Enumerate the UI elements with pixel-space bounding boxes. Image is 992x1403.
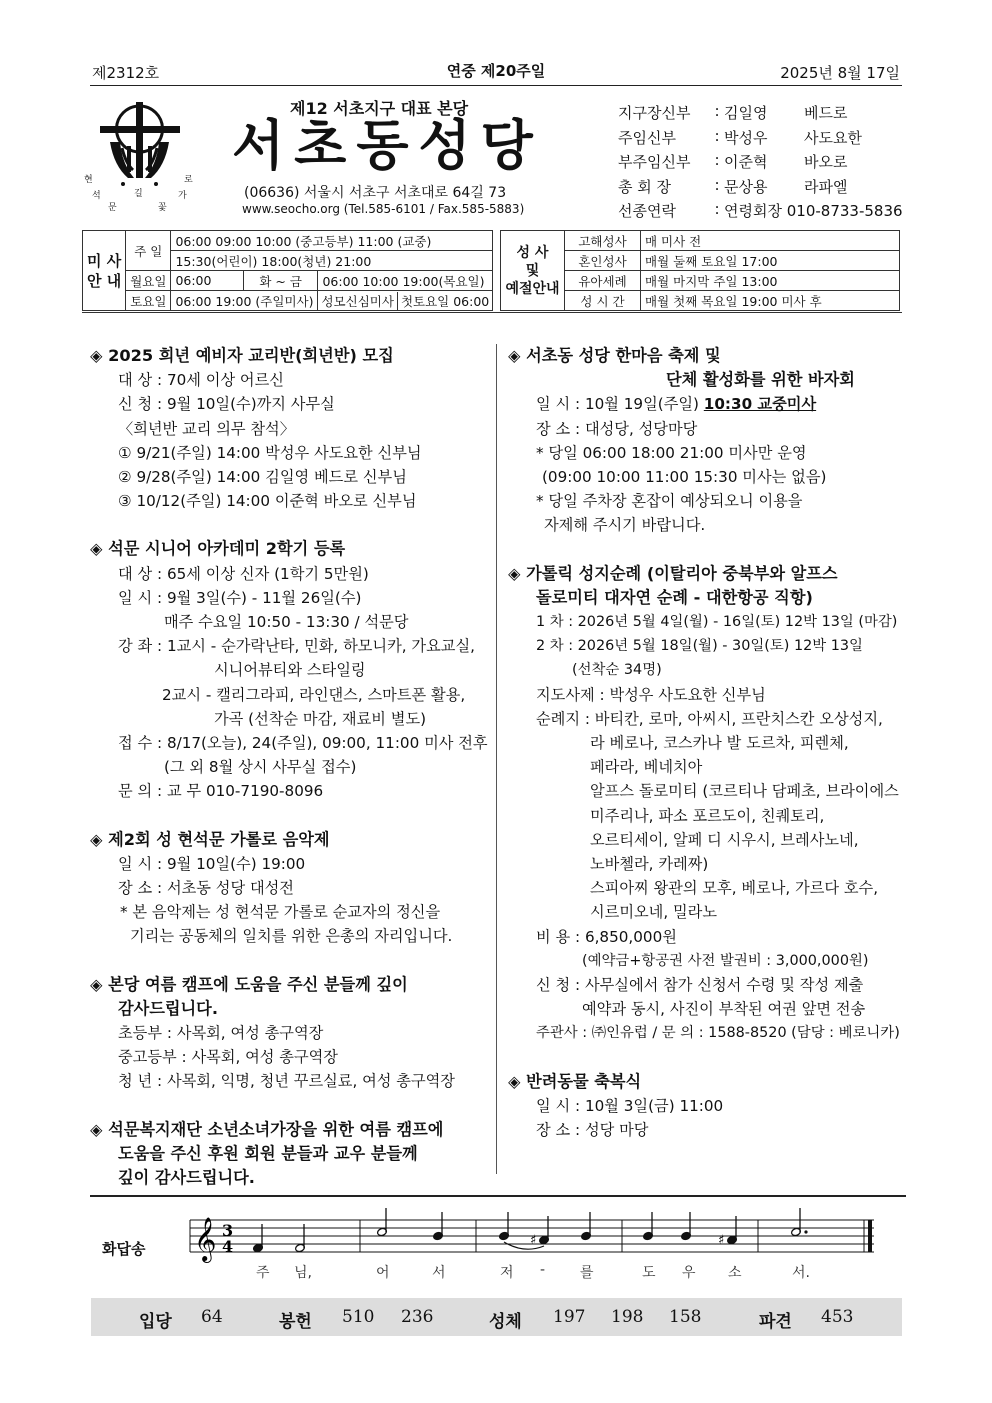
section-line: (09:00 10:00 11:00 15:30 미사는 없음) [542, 468, 827, 487]
section-title-cont: 감사드립니다. [118, 998, 218, 1018]
section-line: 매주 수요일 10:50 - 13:30 / 석문당 [164, 613, 409, 632]
parish-address: (06636) 서울시 서초구 서초대로 64길 73 [244, 185, 507, 201]
section-title-cont: 깊이 감사드립니다. [118, 1168, 255, 1188]
section-title-cont: 돌로미티 대자연 순례 - 대한항공 직항) [536, 587, 813, 607]
sharp-icon: ♯ [530, 1233, 537, 1248]
section-line: 일 시 : 10월 3일(금) 11:00 [536, 1096, 724, 1115]
marian-mass: 성모신심미사 [318, 292, 397, 310]
staff-name: 문상용 [724, 177, 768, 196]
section-line: 오르티세이, 알페 디 시우시, 브레사노네, [590, 830, 859, 849]
staff-role: 부주임신부 [618, 153, 691, 171]
tuefri-label: 화 ~ 금 [243, 271, 318, 291]
section-line: 가곡 (선착순 마감, 재료비 별도) [214, 709, 427, 728]
dismissal-hymn: 453 [821, 1307, 854, 1327]
mass-schedule-table [82, 230, 493, 311]
offertory-hymn: 236 [401, 1307, 434, 1327]
logo-char: 길 [134, 189, 143, 199]
section-line: ③ 10/12(주일) 14:00 이준혁 바오로 신부님 [118, 492, 417, 511]
parish-subtitle: 제12 서초지구 대표 본당 [290, 99, 469, 118]
right-column [508, 344, 904, 1142]
diamond-bullet-icon: ◈ [508, 563, 521, 583]
section-line: (예약금+항공권 사전 발권비 : 3,000,000원) [582, 952, 869, 969]
section-line: (그 외 8월 상시 사무실 접수) [164, 758, 357, 777]
sacrament-time: 매월 둘째 토요일 17:00 [641, 251, 900, 271]
section-line: 일 시 : 9월 10일(수) 19:00 [118, 854, 306, 873]
diamond-bullet-icon: ◈ [90, 346, 103, 365]
section-title: ◈ 제2회 성 현석문 가롤로 음악제 [90, 829, 330, 849]
section-line: 대 상 : 65세 이상 신자 (1학기 5만원) [118, 564, 369, 583]
lyric-syllable: 서. [792, 1265, 810, 1281]
diamond-bullet-icon: ◈ [508, 346, 521, 365]
sacrament-time: 매월 첫째 목요일 19:00 미사 후 [641, 291, 900, 311]
left-column [90, 344, 490, 1190]
staff-role: 총 회 장 [618, 177, 672, 196]
lyric-syllable: 주 [256, 1265, 270, 1281]
footer-rule [90, 1195, 906, 1197]
staff-saint-name: 사도요한 [804, 128, 862, 147]
staff-row: 총 회 장 : 문상용 라파엘 [618, 176, 908, 201]
section-line: * 당일 06:00 18:00 21:00 미사만 운영 [536, 443, 807, 462]
staff-name: 박성우 [724, 128, 768, 147]
sacrament-name: 고해성사 [565, 231, 641, 251]
sacrament-time: 매월 마지막 주일 13:00 [641, 271, 900, 291]
monday-times: 06:00 [171, 271, 243, 291]
section-line: 일 시 : 9월 3일(수) - 11월 26일(수) [118, 588, 362, 607]
logo-char: 꽃 [158, 203, 167, 213]
liturgical-week: 연중 제20주일 [446, 62, 546, 80]
parish-logo [86, 96, 194, 214]
section-line: 신 청 : 사무실에서 참가 신청서 수령 및 작성 제출 [536, 976, 864, 995]
issue-date: 2025년 8월 17일 [780, 64, 900, 82]
section-line: 라 베로나, 코스카나 발 도르차, 피렌체, [590, 734, 849, 753]
sacrament-name: 혼인성사 [565, 251, 641, 271]
section-title: ◈ 석문 시니어 아카데미 2학기 등록 [90, 539, 346, 559]
lyric-syllable: 우 [682, 1265, 696, 1281]
staff-list [618, 102, 908, 225]
logo-char: 가 [178, 191, 187, 201]
time-sig-bottom: 4 [222, 1237, 234, 1256]
communion-hymn: 158 [669, 1307, 702, 1327]
diamond-bullet-icon: ◈ [90, 539, 103, 559]
section-line: 미주리나, 파소 포르도이, 친퀘토리, [590, 806, 825, 825]
lyric-syllable: 소 [728, 1265, 742, 1281]
section-title: ◈ 2025 희년 예비자 교리반(희년반) 모집 [90, 346, 394, 365]
staff-role: 주임신부 [618, 128, 676, 147]
section-line: * 본 음악제는 성 현석문 가롤로 순교자의 정신을 [120, 903, 441, 922]
issue-number: 제2312호 [92, 64, 160, 82]
offertory-hymn: 510 [342, 1307, 375, 1327]
section-title: ◈ 가톨릭 성지순례 (이탈리아 중북부와 알프스 [508, 563, 838, 583]
logo-char: 현 [84, 175, 93, 185]
logo-char: 로 [184, 175, 193, 185]
entrance-hymn: 64 [201, 1307, 223, 1327]
section-line: 시니어뷰티와 스타일링 [214, 661, 366, 680]
table-bottom-rule [82, 312, 902, 313]
section-line: ② 9/28(주일) 14:00 김일영 베드로 신부님 [118, 468, 407, 487]
section-line: (선착순 34명) [572, 662, 662, 679]
section-line: 문 의 : 교 무 010-7190-8096 [118, 782, 324, 801]
section-line: 장 소 : 대성당, 성당마당 [536, 419, 698, 438]
section-line: 페라라, 베네치아 [590, 758, 703, 777]
section-line: 청 년 : 사목회, 익명, 청년 꾸르실료, 여성 총구역장 [118, 1072, 455, 1091]
staff-saint-name: 베드로 [804, 104, 848, 122]
section-line: 중고등부 : 사목회, 여성 총구역장 [118, 1048, 338, 1067]
section-line: 〈희년반 교리 의무 참석〉 [118, 419, 295, 438]
sacrament-label: 성 사 및 예절안내 [501, 231, 565, 311]
communion-label: 성체 [489, 1312, 522, 1332]
dismissal-label: 파견 [759, 1312, 792, 1332]
sunday-label: 주 일 [126, 231, 171, 271]
staff-role: 선종연락 [618, 202, 676, 220]
tuefri-times: 06:00 10:00 19:00(목요일) [318, 271, 493, 291]
section-line: 초등부 : 사목회, 여성 총구역장 [118, 1024, 324, 1043]
main-mass-highlight: 10:30 교중미사 [703, 395, 817, 414]
staff-saint-name: 라파엘 [804, 177, 848, 196]
staff-saint-name: 바오로 [804, 153, 848, 171]
mass-label: 미 사 안 내 [83, 231, 126, 311]
first-saturday: 첫토요일 06:00 [400, 293, 490, 309]
section-title-cont: 단체 활성화를 위한 바자회 [666, 370, 855, 390]
section-line: 자제해 주시기 바랍니다. [544, 516, 706, 535]
section-line: 지도사제 : 박성우 사도요한 신부님 [536, 685, 766, 704]
section-line: 신 청 : 9월 10일(수)까지 사무실 [118, 395, 335, 414]
section-line: 비 용 : 6,850,000원 [536, 927, 677, 946]
saturday-label: 토요일 [126, 291, 171, 311]
section-title: ◈ 본당 여름 캠프에 도움을 주신 분들께 깊이 [90, 974, 408, 994]
top-line [90, 60, 902, 86]
section-title: ◈ 석문복지재단 소년소녀가장을 위한 여름 캠프에 [90, 1119, 444, 1139]
staff-role: 지구장신부 [618, 104, 691, 122]
parish-contact: www.seocho.org (Tel.585-6101 / Fax.585-5883) [242, 202, 525, 216]
diamond-bullet-icon: ◈ [90, 974, 103, 994]
diamond-bullet-icon: ◈ [90, 829, 103, 849]
lyric-syllable: 저 [500, 1265, 514, 1281]
staff-row: 부주임신부 : 이준혁 바오로 [618, 151, 908, 176]
section-line: 강 좌 : 1교시 - 순가락난타, 민화, 하모니카, 가요교실, [118, 637, 475, 656]
sacrament-time: 매 미사 전 [641, 231, 900, 251]
section-line: * 당일 주차장 혼잡이 예상되오니 이용을 [536, 492, 803, 511]
lyric-syllable: - [540, 1262, 546, 1278]
lyric-syllable: 도 [642, 1265, 656, 1281]
lyric-syllable: 를 [580, 1265, 594, 1281]
entrance-label: 입당 [139, 1312, 172, 1332]
diamond-bullet-icon: ◈ [90, 1119, 103, 1139]
sacrament-table [500, 230, 900, 311]
staff-name: 김일영 [724, 104, 768, 122]
psalm-music-staff [186, 1208, 878, 1264]
staff-contact: 연령회장 010-8733-5836 [724, 202, 903, 220]
hymn-numbers-bar [91, 1298, 902, 1336]
staff-row: 선종연락 : 연령회장 010-8733-5836 [618, 200, 908, 225]
section-title-cont: 도움을 주신 후원 회원 분들과 교우 분들께 [118, 1143, 418, 1163]
lyric-syllable: 님, [294, 1265, 312, 1281]
sacrament-name: 유아세례 [565, 271, 641, 291]
sunday-times-1: 06:00 09:00 10:00 (중고등부) 11:00 (교중) [171, 231, 493, 251]
staff-row: 지구장신부 : 김일영 베드로 [618, 102, 908, 127]
treble-clef-icon: 𝄞 [194, 1217, 217, 1261]
section-line: 노바첼라, 카레짜) [590, 855, 709, 874]
section-line: 장 소 : 서초동 성당 대성전 [118, 879, 294, 898]
section-line: 1 차 : 2026년 5월 4일(월) - 16일(토) 12박 13일 (마감) [536, 614, 898, 631]
section-line: 스피아찌 왕관의 모후, 베로나, 가르다 호수, [590, 879, 879, 898]
section-line: 2 차 : 2026년 5월 18일(월) - 30일(토) 12박 13일 [536, 638, 863, 655]
section-line: 2교시 - 캘리그라피, 라인댄스, 스마트폰 활용, [162, 685, 466, 704]
sacrament-name: 성 시 간 [565, 291, 641, 311]
logo-char: 문 [108, 203, 117, 213]
offertory-label: 봉헌 [279, 1312, 312, 1332]
section-line: 주관사 : ㈜인유럽 / 문 의 : 1588-8520 (담당 : 베로니카) [536, 1025, 900, 1042]
monday-label: 월요일 [126, 271, 171, 291]
staff-name: 이준혁 [724, 153, 768, 171]
lyric-syllable: 서 [432, 1265, 446, 1281]
column-divider [496, 344, 497, 1174]
sunday-times-2: 15:30(어린이) 18:00(청년) 21:00 [171, 251, 493, 271]
saturday-times: 06:00 19:00 (주일미사) [171, 291, 318, 311]
psalm-label: 화답송 [102, 1240, 146, 1258]
communion-hymn: 198 [611, 1307, 644, 1327]
section-line: 예약과 동시, 사진이 부착된 여권 앞면 전송 [582, 1000, 866, 1019]
section-line: 기리는 공동체의 일치를 위한 은총의 자리입니다. [130, 927, 453, 946]
section-line: 시르미오네, 밀라노 [590, 903, 718, 922]
section-line: 일 시 : 10월 19일(주일) 10:30 교중미사 [536, 395, 817, 414]
sharp-icon: ♯ [718, 1233, 725, 1248]
logo-char: 석 [92, 191, 101, 201]
section-line: 알프스 돌로미티 (코르티나 담페초, 브라이에스 [590, 782, 899, 801]
communion-hymn: 197 [553, 1307, 586, 1327]
staff-row: 주임신부 : 박성우 사도요한 [618, 127, 908, 152]
section-title: ◈ 반려동물 축복식 [508, 1071, 642, 1091]
parish-title: 서초동성당 [232, 114, 543, 177]
lyric-syllable: 어 [376, 1265, 390, 1281]
section-line: 순례지 : 바티칸, 로마, 아씨시, 프란치스칸 오상성지, [536, 709, 883, 728]
section-line: 대 상 : 70세 이상 어르신 [118, 371, 284, 390]
section-line: ① 9/21(주일) 14:00 박성우 사도요한 신부님 [118, 443, 422, 462]
diamond-bullet-icon: ◈ [508, 1071, 521, 1091]
section-line: 접 수 : 8/17(오늘), 24(주일), 09:00, 11:00 미사 전후 [118, 734, 488, 753]
section-title: ◈ 서초동 성당 한마음 축제 및 [508, 346, 721, 365]
section-line: 장 소 : 성당 마당 [536, 1121, 649, 1140]
time-sig-top: 3 [222, 1221, 234, 1240]
